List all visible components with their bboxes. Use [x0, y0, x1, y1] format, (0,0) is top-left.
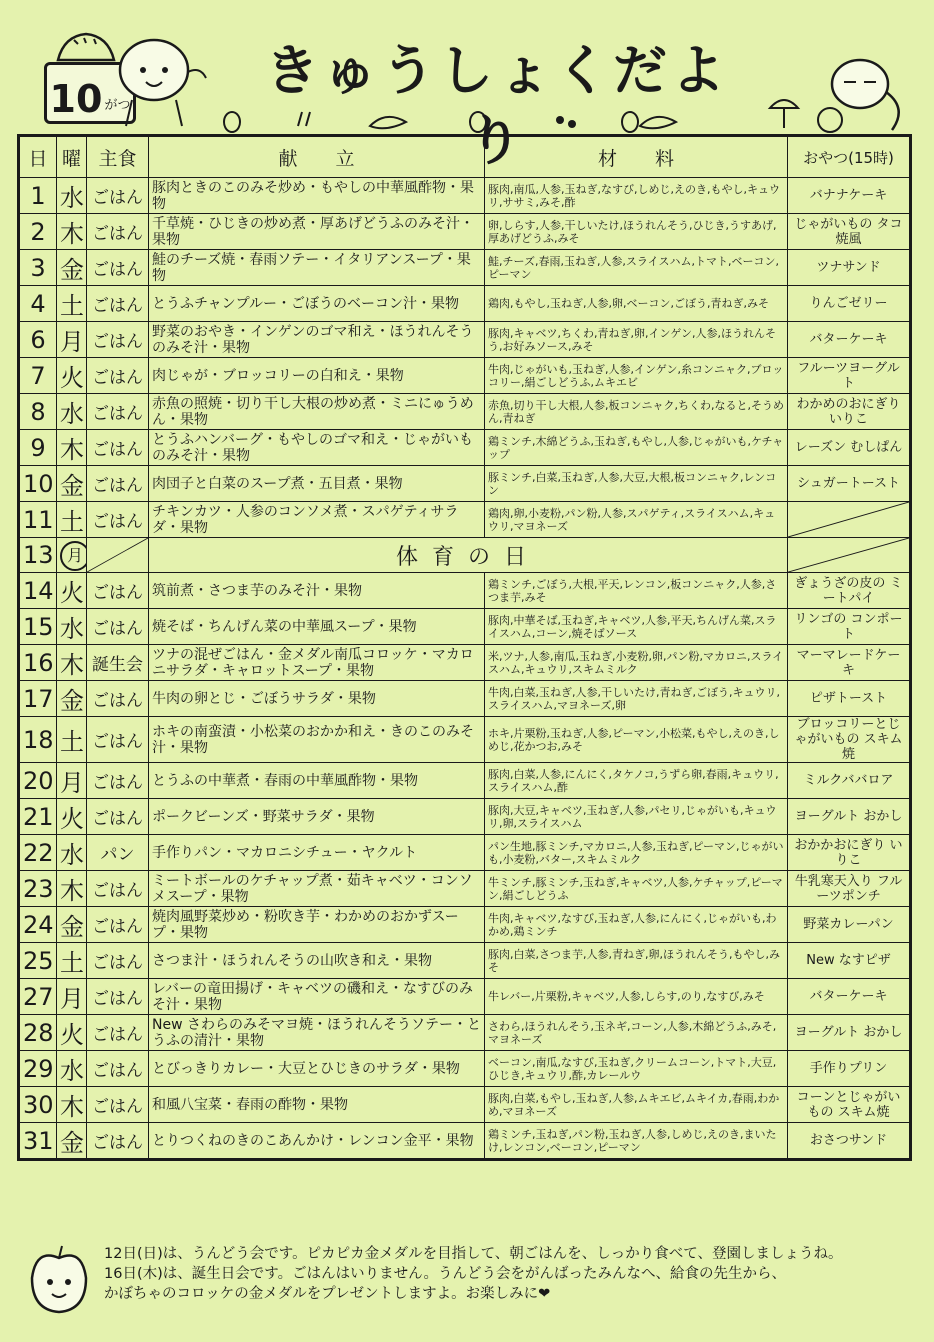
staple-cell: ごはん [87, 358, 149, 394]
day-cell: 29 [19, 1051, 57, 1087]
ingredients-cell: 豚肉,キャベツ,ちくわ,青ねぎ,卵,インゲン,人参,ほうれんそう,お好みソース,みそ [485, 322, 788, 358]
header-staple: 主食 [87, 136, 149, 178]
table-header-row [19, 136, 911, 178]
day-cell: 17 [19, 681, 57, 717]
menu-cell: 焼そば・ちんげん菜の中華風スープ・果物 [149, 609, 485, 645]
day-cell: 2 [19, 214, 57, 250]
ingredients-cell: 鮭,チーズ,春雨,玉ねぎ,人参,スライスハム,トマト,ベーコン,ピーマン [485, 250, 788, 286]
leaf-acorn-decoration-icon [210, 108, 730, 134]
weekday-cell: 月 [57, 322, 87, 358]
table-row [19, 250, 911, 286]
table-row [19, 573, 911, 609]
weekday-cell: 火 [57, 799, 87, 835]
ingredients-cell: 豚肉,白菜,人参,にんにく,タケノコ,うずら卵,春雨,キュウリ,スライスハム,酢 [485, 763, 788, 799]
staple-cell: ごはん [87, 573, 149, 609]
ingredients-cell: 鶏ミンチ,ごぼう,大根,平天,レンコン,板コンニャク,人参,さつま芋,みそ [485, 573, 788, 609]
ingredients-cell: 赤魚,切り干し大根,人参,板コンニャク,ちくわ,なると,そうめん,青ねぎ [485, 394, 788, 430]
ingredients-cell: 卵,しらす,人参,干しいたけ,ほうれんそう,ひじき,うすあげ,厚あげどうふ,みそ [485, 214, 788, 250]
month-number: 10 [49, 77, 103, 121]
weekday-cell: 金 [57, 681, 87, 717]
snack-cell: おかかおにぎり いりこ [788, 835, 911, 871]
staple-cell: ごはん [87, 871, 149, 907]
snack-cell-empty [788, 502, 911, 538]
menu-cell: 豚肉ときのこのみそ炒め・もやしの中華風酢物・果物 [149, 178, 485, 214]
staple-cell: ごはん [87, 322, 149, 358]
day-cell: 20 [19, 763, 57, 799]
menu-cell: チキンカツ・人参のコンソメ煮・スパゲティサラダ・果物 [149, 502, 485, 538]
menu-table-body [19, 178, 911, 1160]
header-weekday: 曜 [57, 136, 87, 178]
snack-cell: ツナサンド [788, 250, 911, 286]
header-menu: 献 立 [149, 136, 485, 178]
day-cell: 28 [19, 1015, 57, 1051]
staple-cell: ごはん [87, 979, 149, 1015]
day-cell: 14 [19, 573, 57, 609]
ingredients-cell: 牛肉,キャベツ,なすび,玉ねぎ,人参,にんにく,じゃがいも,わかめ,鶏ミンチ [485, 907, 788, 943]
day-cell: 6 [19, 322, 57, 358]
snack-cell: バナナケーキ [788, 178, 911, 214]
weekday-cell: 木 [57, 871, 87, 907]
table-row [19, 979, 911, 1015]
ingredients-cell: 鶏肉,卵,小麦粉,パン粉,人参,スパゲティ,スライスハム,キュウリ,マヨネーズ [485, 502, 788, 538]
ingredients-cell: 鶏ミンチ,玉ねぎ,パン粉,玉ねぎ,人参,しめじ,えのき,まいたけ,レンコン,ベーコン,ピーマン [485, 1123, 788, 1160]
day-cell: 8 [19, 394, 57, 430]
snack-cell: マーマレードケーキ [788, 645, 911, 681]
table-row [19, 430, 911, 466]
staple-cell: ごはん [87, 502, 149, 538]
header-snack: おやつ(15時) [788, 136, 911, 178]
weekday-cell: 木 [57, 1087, 87, 1123]
menu-cell: 筑前煮・さつま芋のみそ汁・果物 [149, 573, 485, 609]
weekday-cell: 金 [57, 907, 87, 943]
table-row [19, 1051, 911, 1087]
weekday-cell: 木 [57, 430, 87, 466]
table-row [19, 1123, 911, 1160]
staple-cell-empty [87, 538, 149, 573]
table-row [19, 358, 911, 394]
day-cell: 9 [19, 430, 57, 466]
snack-cell: リンゴの コンポート [788, 609, 911, 645]
weekday-cell: 水 [57, 835, 87, 871]
menu-cell: レバーの竜田揚げ・キャベツの磯和え・なすびのみそ汁・果物 [149, 979, 485, 1015]
menu-cell: 赤魚の照焼・切り干し大根の炒め煮・ミニにゅうめん・果物 [149, 394, 485, 430]
day-cell: 24 [19, 907, 57, 943]
snack-cell: ヨーグルト おかし [788, 799, 911, 835]
weekday-cell: 木 [57, 214, 87, 250]
snack-cell: じゃがいもの タコ焼風 [788, 214, 911, 250]
menu-cell: とびっきりカレー・大豆とひじきのサラダ・果物 [149, 1051, 485, 1087]
day-cell: 10 [19, 466, 57, 502]
day-cell: 23 [19, 871, 57, 907]
table-row [19, 835, 911, 871]
day-cell: 16 [19, 645, 57, 681]
staple-cell: ごはん [87, 250, 149, 286]
sports-day-cell: 体育の日 [149, 538, 788, 573]
ingredients-cell: 米,ツナ,人参,南瓜,玉ねぎ,小麦粉,卵,パン粉,マカロニ,スライスハム,キュウリ,スキムミルク [485, 645, 788, 681]
day-cell: 22 [19, 835, 57, 871]
weekday-cell: 土 [57, 717, 87, 763]
menu-cell: 焼肉風野菜炒め・粉吹き芋・わかめのおかずスープ・果物 [149, 907, 485, 943]
snack-cell: ぎょうざの皮の ミートパイ [788, 573, 911, 609]
staple-cell: ごはん [87, 1015, 149, 1051]
snack-cell: シュガートースト [788, 466, 911, 502]
table-row [19, 609, 911, 645]
menu-cell: 手作りパン・マカロニシチュー・ヤクルト [149, 835, 485, 871]
menu-cell: とうふハンバーグ・もやしのゴマ和え・じゃがいものみそ汁・果物 [149, 430, 485, 466]
staple-cell: ごはん [87, 214, 149, 250]
day-cell: 25 [19, 943, 57, 979]
weekday-cell: 金 [57, 250, 87, 286]
menu-cell: 肉団子と白菜のスープ煮・五目煮・果物 [149, 466, 485, 502]
header-ingredients: 材 料 [485, 136, 788, 178]
menu-table [17, 134, 912, 1161]
menu-cell: 千草焼・ひじきの炒め煮・厚あげどうふのみそ汁・果物 [149, 214, 485, 250]
menu-cell: さつま汁・ほうれんそうの山吹き和え・果物 [149, 943, 485, 979]
ingredients-cell: 牛ミンチ,豚ミンチ,玉ねぎ,キャベツ,人参,ケチャップ,ピーマン,絹ごしどうふ [485, 871, 788, 907]
day-cell: 4 [19, 286, 57, 322]
snack-cell: バターケーキ [788, 979, 911, 1015]
ingredients-cell: ベーコン,南瓜,なすび,玉ねぎ,クリームコーン,トマト,大豆,ひじき,キュウリ,酢,カレールウ [485, 1051, 788, 1087]
snack-cell: わかめのおにぎり いりこ [788, 394, 911, 430]
snack-cell-empty [788, 538, 911, 573]
snack-cell: りんごゼリー [788, 286, 911, 322]
day-cell: 11 [19, 502, 57, 538]
day-cell: 15 [19, 609, 57, 645]
weekday-cell: 月 [57, 979, 87, 1015]
table-row [19, 466, 911, 502]
menu-cell: 牛肉の卵とじ・ごぼうサラダ・果物 [149, 681, 485, 717]
apple-character-icon [26, 1244, 92, 1316]
table-row [19, 538, 911, 573]
snack-cell: バターケーキ [788, 322, 911, 358]
snack-cell: レーズン むしぱん [788, 430, 911, 466]
day-cell: 1 [19, 178, 57, 214]
child-character-icon [96, 30, 216, 130]
snack-cell: 牛乳寒天入り フルーツポンチ [788, 871, 911, 907]
staple-cell: ごはん [87, 609, 149, 645]
ingredients-cell: ホキ,片栗粉,玉ねぎ,人参,ピーマン,小松菜,もやし,えのき,しめじ,花かつお,みそ [485, 717, 788, 763]
table-row [19, 1087, 911, 1123]
ingredients-cell: 豚肉,南瓜,人参,玉ねぎ,なすび,しめじ,えのき,もやし,キュウリ,ササミ,みそ,酢 [485, 178, 788, 214]
ingredients-cell: 豚肉,中華そば,玉ねぎ,キャベツ,人参,平天,ちんげん菜,スライスハム,コーン,焼そばソース [485, 609, 788, 645]
table-row [19, 286, 911, 322]
snack-cell: ブロッコリーとじゃがいもの スキム焼 [788, 717, 911, 763]
weekday-cell: 金 [57, 1123, 87, 1160]
menu-cell: とうふチャンプルー・ごぼうのベーコン汁・果物 [149, 286, 485, 322]
ingredients-cell: 鶏肉,もやし,玉ねぎ,人参,卵,ベーコン,ごぼう,青ねぎ,みそ [485, 286, 788, 322]
table-row [19, 214, 911, 250]
ingredients-cell: 豚肉,白菜,さつま芋,人参,青ねぎ,卵,ほうれんそう,もやし,みそ [485, 943, 788, 979]
staple-cell: ごはん [87, 178, 149, 214]
table-row [19, 502, 911, 538]
staple-cell: ごはん [87, 763, 149, 799]
table-row [19, 763, 911, 799]
staple-cell: ごはん [87, 907, 149, 943]
menu-cell: 野菜のおやき・インゲンのゴマ和え・ほうれんそうのみそ汁・果物 [149, 322, 485, 358]
weekday-cell: 火 [57, 573, 87, 609]
snack-cell: 手作りプリン [788, 1051, 911, 1087]
menu-cell: 鮭のチーズ焼・春雨ソテー・イタリアンスープ・果物 [149, 250, 485, 286]
weekday-cell: 火 [57, 358, 87, 394]
weekday-cell: 火 [57, 1015, 87, 1051]
weekday-cell: 月 [57, 763, 87, 799]
snack-cell: コーンとじゃがいもの スキム焼 [788, 1087, 911, 1123]
snack-cell: ミルクババロア [788, 763, 911, 799]
ingredients-cell: 鶏ミンチ,木綿どうふ,玉ねぎ,もやし,人参,じゃがいも,ケチャップ [485, 430, 788, 466]
staple-cell: ごはん [87, 681, 149, 717]
day-cell: 30 [19, 1087, 57, 1123]
table-row [19, 943, 911, 979]
snack-cell: 野菜カレーパン [788, 907, 911, 943]
ingredients-cell: 豚肉,大豆,キャベツ,玉ねぎ,人参,パセリ,じゃがいも,キュウリ,卵,スライスハム [485, 799, 788, 835]
table-row [19, 322, 911, 358]
menu-cell: ホキの南蛮漬・小松菜のおかか和え・きのこのみそ汁・果物 [149, 717, 485, 763]
ingredients-cell: 豚肉,白菜,もやし,玉ねぎ,人参,ムキエビ,ムキイカ,春雨,わかめ,マヨネーズ [485, 1087, 788, 1123]
menu-cell: ツナの混ぜごはん・金メダル南瓜コロッケ・マカロニサラダ・キャロットスープ・果物 [149, 645, 485, 681]
table-row [19, 799, 911, 835]
table-row [19, 1015, 911, 1051]
page-title: きゅうしょくだより [265, 39, 729, 172]
staple-cell: ごはん [87, 1051, 149, 1087]
staple-cell: ごはん [87, 799, 149, 835]
snack-cell: New なすピザ [788, 943, 911, 979]
day-cell: 21 [19, 799, 57, 835]
staple-cell: ごはん [87, 943, 149, 979]
staple-cell: ごはん [87, 286, 149, 322]
day-cell: 3 [19, 250, 57, 286]
footer-notes: 12日(日)は、うんどう会です。ピカピカ金メダルを目指して、朝ごはんを、しっかり食べて、登園しましょうね。 16日(木)は、誕生日会です。ごはんはいりません。うんどう会をがんばったみんなへ、給食の先生から、 かぼちゃのコロッケの金メダルをプレゼントしますよ。お楽しみに❤ [104, 1246, 843, 1302]
staple-cell: ごはん [87, 466, 149, 502]
menu-cell: ポークビーンズ・野菜サラダ・果物 [149, 799, 485, 835]
snack-cell: ヨーグルト おかし [788, 1015, 911, 1051]
ingredients-cell: 牛肉,白菜,玉ねぎ,人参,干しいたけ,青ねぎ,ごぼう,キュウリ,スライスハム,マヨネーズ,卵 [485, 681, 788, 717]
staple-cell: ごはん [87, 430, 149, 466]
staple-cell: ごはん [87, 394, 149, 430]
table-row [19, 717, 911, 763]
menu-cell: New さわらのみそマヨ焼・ほうれんそうソテー・とうふの清汁・果物 [149, 1015, 485, 1051]
header-day: 日 [19, 136, 57, 178]
holiday-weekday-circle: 月 [60, 541, 87, 571]
table-row [19, 645, 911, 681]
ingredients-cell: 牛肉,じゃがいも,玉ねぎ,人参,インゲン,糸コンニャク,ブロッコリー,絹ごしどうふ,ムキエビ [485, 358, 788, 394]
staple-cell: 誕生会 [87, 645, 149, 681]
day-cell: 31 [19, 1123, 57, 1160]
menu-cell: とうふの中華煮・春雨の中華風酢物・果物 [149, 763, 485, 799]
ingredients-cell: さわら,ほうれんそう,玉ネギ,コーン,人参,木綿どうふ,みそ,マヨネーズ [485, 1015, 788, 1051]
weekday-cell: 水 [57, 394, 87, 430]
day-cell: 13 [19, 538, 57, 573]
table-row [19, 907, 911, 943]
weekday-cell: 木 [57, 645, 87, 681]
snack-cell: ピザトースト [788, 681, 911, 717]
menu-cell: とりつくねのきのこあんかけ・レンコン金平・果物 [149, 1123, 485, 1160]
weekday-cell: 水 [57, 1051, 87, 1087]
weekday-cell: 土 [57, 502, 87, 538]
month-unit: がつ [104, 98, 131, 113]
weekday-cell: 土 [57, 286, 87, 322]
day-cell: 27 [19, 979, 57, 1015]
table-row [19, 394, 911, 430]
ingredients-cell: 豚ミンチ,白菜,玉ねぎ,人参,大豆,大根,板コンニャク,レンコン [485, 466, 788, 502]
weekday-cell: 土 [57, 943, 87, 979]
weekday-cell [57, 538, 87, 573]
staple-cell: パン [87, 835, 149, 871]
table-row [19, 871, 911, 907]
ingredients-cell: 牛レバー,片栗粉,キャベツ,人参,しらす,のり,なすび,みそ [485, 979, 788, 1015]
weekday-cell: 水 [57, 178, 87, 214]
table-row [19, 178, 911, 214]
weekday-cell: 水 [57, 609, 87, 645]
day-cell: 7 [19, 358, 57, 394]
menu-cell: ミートボールのケチャップ煮・茹キャベツ・コンソメスープ・果物 [149, 871, 485, 907]
day-cell: 18 [19, 717, 57, 763]
menu-cell: 和風八宝菜・春雨の酢物・果物 [149, 1087, 485, 1123]
staple-cell: ごはん [87, 1123, 149, 1160]
snack-cell: フルーツヨーグルト [788, 358, 911, 394]
ingredients-cell: パン生地,豚ミンチ,マカロニ,人参,玉ねぎ,ピーマン,じゃがいも,小麦粉,バター,スキムミルク [485, 835, 788, 871]
menu-cell: 肉じゃが・ブロッコリーの白和え・果物 [149, 358, 485, 394]
squirrel-mushroom-icon [760, 52, 910, 136]
table-row [19, 681, 911, 717]
staple-cell: ごはん [87, 717, 149, 763]
staple-cell: ごはん [87, 1087, 149, 1123]
weekday-cell: 金 [57, 466, 87, 502]
snack-cell: おさつサンド [788, 1123, 911, 1160]
